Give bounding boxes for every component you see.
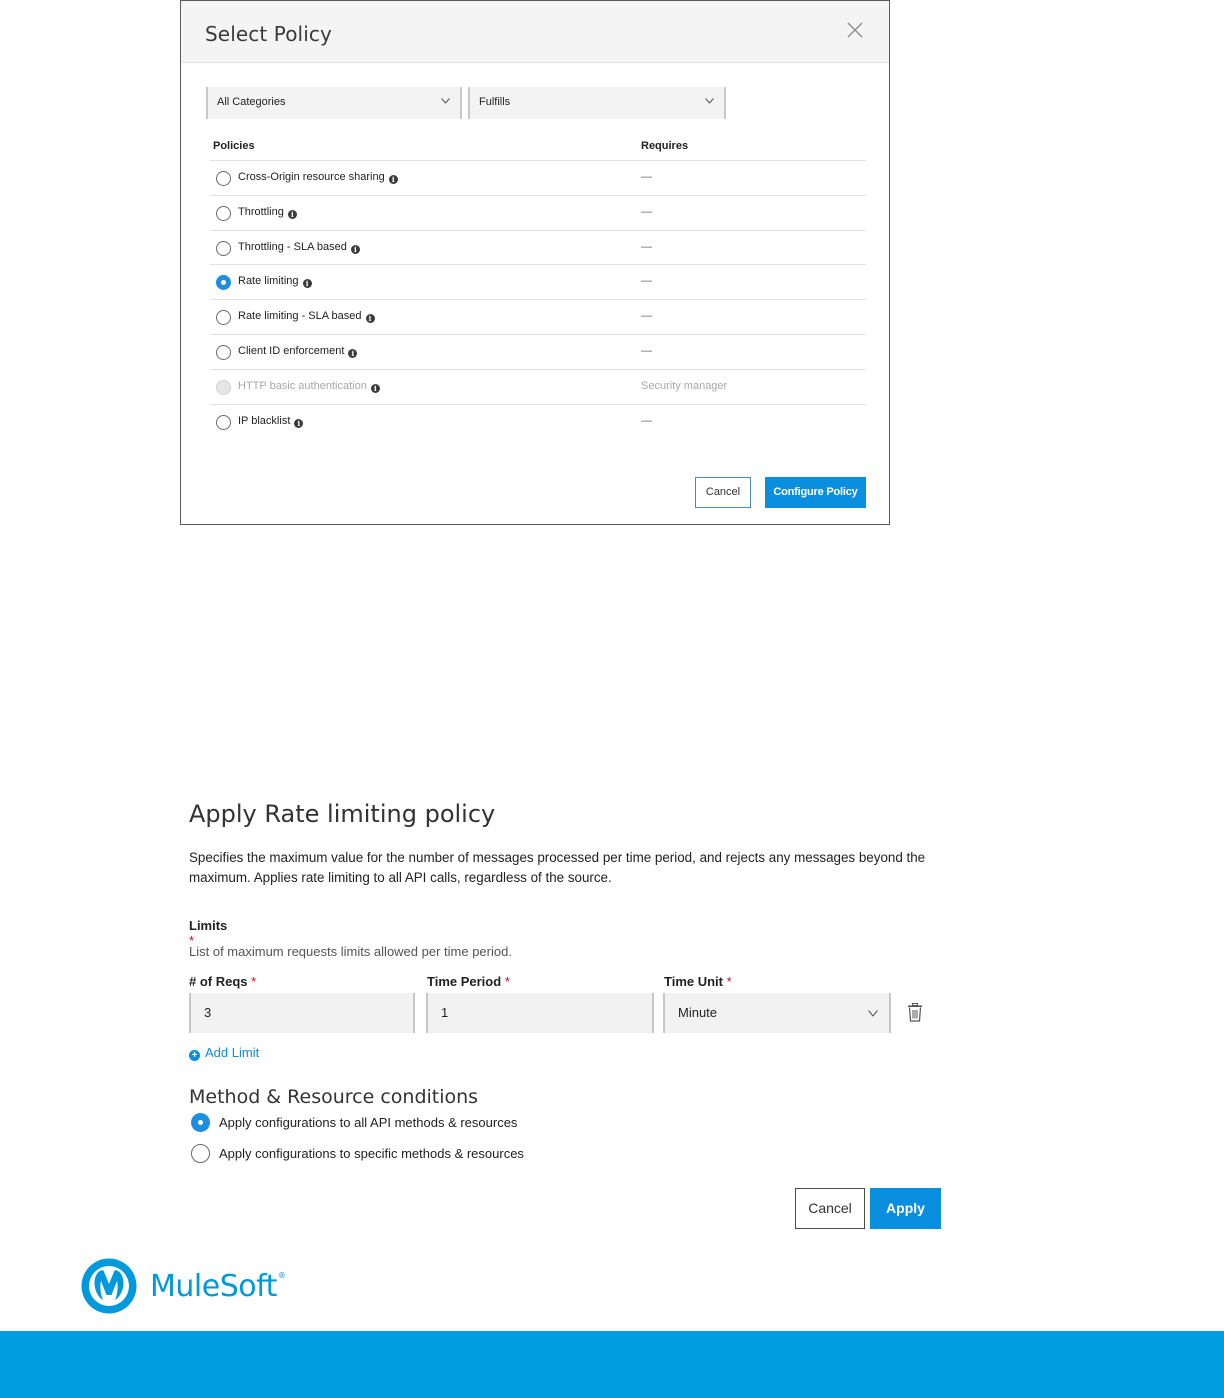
info-icon[interactable]: i [389, 175, 398, 184]
plus-circle-icon: + [189, 1050, 200, 1061]
trash-icon[interactable] [907, 1003, 923, 1022]
policy-requires: — [641, 275, 652, 288]
info-icon[interactable]: i [366, 314, 375, 323]
limits-help-text: List of maximum requests limits allowed per time period. [189, 944, 512, 959]
policy-radio[interactable] [216, 415, 231, 430]
chevron-down-icon [441, 98, 450, 104]
policy-radio[interactable] [216, 310, 231, 325]
info-icon[interactable]: i [303, 279, 312, 288]
reqs-input[interactable]: 3 [189, 993, 415, 1033]
policy-radio[interactable] [216, 171, 231, 186]
condition-specific-label: Apply configurations to specific methods & resources [219, 1146, 524, 1161]
reqs-label [189, 974, 256, 989]
policy-name [238, 345, 357, 358]
policy-requires: — [641, 240, 652, 253]
cancel-button[interactable]: Cancel [795, 1188, 865, 1229]
add-limit-link[interactable] [189, 1045, 259, 1061]
policy-name-text: Rate limiting [238, 275, 299, 288]
policy-row [210, 370, 866, 405]
info-icon[interactable]: i [371, 384, 380, 393]
policy-name-text: IP blacklist [238, 414, 291, 427]
brand-name-text: MuleSoft [150, 1269, 277, 1304]
policy-row[interactable] [210, 196, 866, 231]
close-icon[interactable] [847, 22, 863, 38]
policy-radio [216, 380, 231, 395]
category-select[interactable] [206, 87, 462, 119]
policy-name [238, 415, 303, 428]
radio-specific-methods[interactable] [191, 1144, 210, 1163]
policy-name [238, 241, 360, 254]
dialog-title: Select Policy [205, 22, 332, 46]
policy-filters [206, 87, 726, 119]
time-unit-select-value: Minute [678, 1005, 718, 1020]
required-mark: * [189, 933, 195, 948]
chevron-down-icon [705, 98, 714, 104]
policy-radio[interactable] [216, 241, 231, 256]
limits-label-text: Limits [189, 918, 228, 933]
policy-row[interactable] [210, 231, 866, 266]
policy-requires: — [641, 171, 652, 183]
dialog-header [181, 1, 889, 63]
policy-name-text: Rate limiting - SLA based [238, 310, 362, 323]
required-mark: * [504, 974, 510, 989]
info-icon[interactable]: i [294, 419, 303, 428]
info-icon[interactable]: i [348, 349, 357, 358]
policy-name [238, 310, 375, 323]
policy-name-text: HTTP basic authentication [238, 379, 367, 392]
brand-name [150, 1269, 285, 1304]
category-select-value: All Categories [217, 96, 286, 108]
info-icon[interactable]: i [351, 245, 360, 254]
policy-name [238, 206, 297, 219]
column-header-requires: Requires [641, 140, 689, 152]
conditions-title: Method & Resource conditions [189, 1086, 479, 1108]
policy-radio[interactable] [216, 206, 231, 221]
time-unit-label-text: Time Unit [664, 974, 723, 989]
required-mark: * [726, 974, 732, 989]
trademark-mark: ® [277, 1271, 286, 1280]
time-period-label [427, 974, 510, 989]
required-mark: * [251, 974, 257, 989]
policy-row[interactable] [210, 161, 866, 196]
policy-row[interactable] [210, 265, 866, 300]
select-policy-dialog [180, 0, 890, 525]
policy-requires: — [641, 414, 652, 427]
policies-table [210, 130, 866, 439]
policy-name-text: Throttling - SLA based [238, 240, 347, 253]
fulfills-select[interactable] [468, 87, 726, 119]
chevron-down-icon [868, 1010, 878, 1017]
time-unit-select[interactable] [663, 993, 891, 1033]
page-title: Apply Rate limiting policy [189, 800, 496, 828]
policy-row[interactable] [210, 300, 866, 335]
policy-requires: Security manager [641, 379, 728, 392]
policy-name-text: Cross-Origin resource sharing [238, 171, 385, 183]
add-limit-label: Add Limit [205, 1045, 260, 1060]
radio-all-methods[interactable] [191, 1113, 210, 1132]
condition-all-label: Apply configurations to all API methods & resources [219, 1115, 518, 1130]
policy-requires: — [641, 310, 652, 323]
time-period-label-text: Time Period [427, 974, 502, 989]
policy-name-text: Client ID enforcement [238, 344, 345, 357]
policy-row[interactable] [210, 335, 866, 370]
policy-requires: — [641, 344, 652, 357]
policy-row[interactable] [210, 405, 866, 440]
policy-name-text: Throttling [238, 205, 284, 218]
apply-button[interactable]: Apply [870, 1188, 941, 1229]
configure-policy-button[interactable]: Configure Policy [765, 477, 866, 508]
reqs-label-text: # of Reqs [189, 974, 248, 989]
dialog-cancel-button[interactable]: Cancel [695, 477, 751, 508]
mulesoft-logo-icon [80, 1257, 138, 1315]
fulfills-select-value: Fulfills [479, 96, 511, 108]
policy-name [238, 275, 312, 288]
info-icon[interactable]: i [288, 210, 297, 219]
policy-name [238, 171, 398, 184]
column-header-policies: Policies [213, 140, 255, 152]
footer-bar [0, 1331, 1224, 1398]
policy-radio[interactable] [216, 275, 231, 290]
time-unit-label [664, 974, 732, 989]
policy-radio[interactable] [216, 345, 231, 360]
policy-requires: — [641, 205, 652, 218]
policies-table-header [210, 130, 866, 161]
policy-description: Specifies the maximum value for the number of messages processed per time period, and rejects any messages beyond the maximum. Applies rate limiting to all API calls, regardless of the source. [189, 850, 926, 885]
policy-name [238, 380, 380, 393]
time-period-input[interactable]: 1 [426, 993, 654, 1033]
